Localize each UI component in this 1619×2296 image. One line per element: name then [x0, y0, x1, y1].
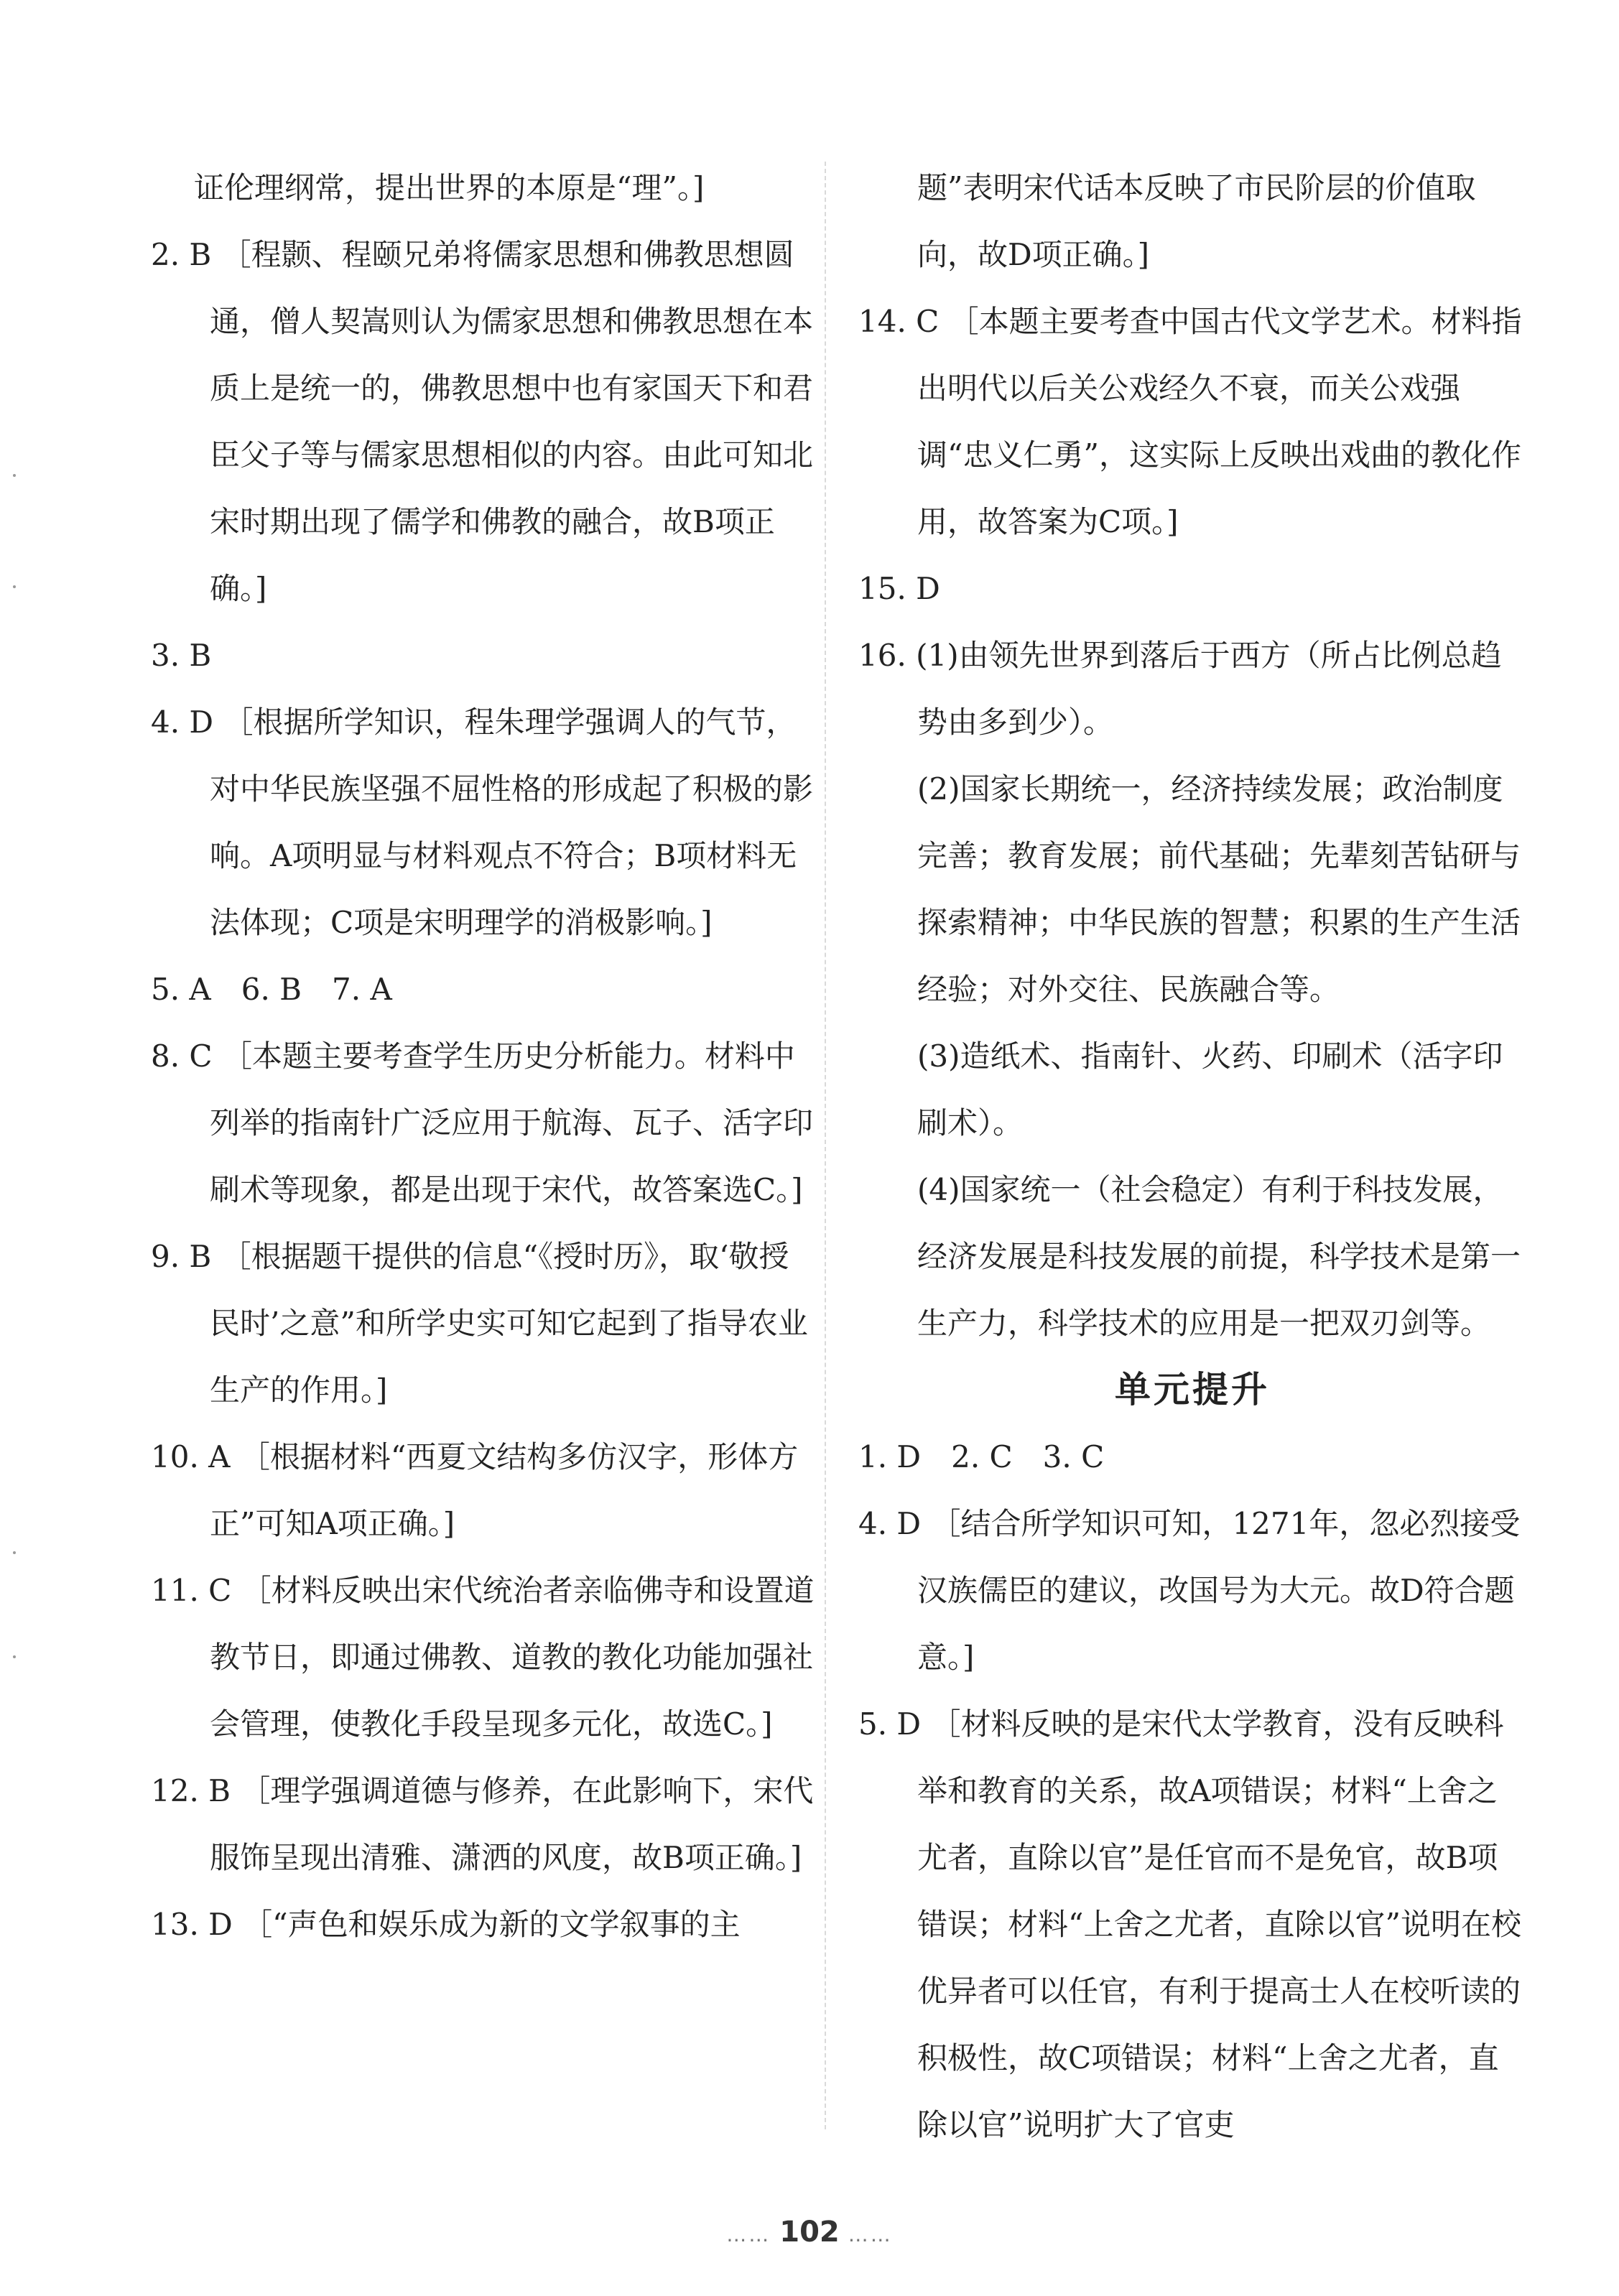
- answer-items-5-7: 5. A 6. B 7. A: [151, 972, 392, 1007]
- answer-item-14: 14. C ［本题主要考查中国古代文学艺术。材料指出明代以后关公戏经久不衰，而关公戏强调“忠义仁勇”，这实际上反映出戏曲的教化作用，故答案为C项。]: [858, 304, 1522, 539]
- answer-item-16-part-2: (2)国家长期统一，经济持续发展；政治制度完善；教育发展；前代基础；先辈刻苦钻研与探索精神；中华民族的智慧；积累的生产生活经验；对外交往、民族融合等。: [917, 771, 1521, 1007]
- right-column: [858, 154, 1526, 2158]
- answer-item-11: 11. C ［材料反映出宋代统治者亲临佛寺和设置道教节日，即通过佛教、道教的教化功能加强社会管理，使教化手段呈现多元化，故选C。]: [151, 1573, 815, 1742]
- answer-item-16-part-3: (3)造纸术、指南针、火药、印刷术（活字印刷术）。: [917, 1038, 1503, 1140]
- unit-answer-item-4: 4. D ［结合所学知识可知，1271年，忽必烈接受汉族儒臣的建议，改国号为大元。故D符合题意。]: [858, 1506, 1521, 1675]
- answer-continuation: 证伦理纲常，提出世界的本原是“理”。]: [194, 170, 705, 205]
- unit-answer-items-1-3: 1. D 2. C 3. C: [858, 1439, 1105, 1474]
- footer-dots-left: ……: [726, 2223, 771, 2246]
- answer-item-16-part-4: (4)国家统一（社会稳定）有利于科技发展，经济发展是科技发展的前提，科学技术是第一生产力，科学技术的应用是一把双刃剑等。: [917, 1172, 1521, 1341]
- answer-item-15: 15. D: [858, 571, 940, 606]
- answer-item-2: 2. B ［程颢、程颐兄弟将儒家思想和佛教思想圆通，僧人契嵩则认为儒家思想和佛教思想在本质上是统一的，佛教思想中也有家国天下和君臣父子等与儒家思想相似的内容。由此可知北宋时期出现了儒学和佛教的融合，故B项正确。]: [151, 237, 814, 606]
- section-title: 单元提升: [1115, 1369, 1270, 1410]
- unit-answer-item-5: 5. D ［材料反映的是宋代太学教育，没有反映科举和教育的关系，故A项错误；材料“上舍之尤者，直除以官”是任官而不是免官，故B项错误；材料“上舍之尤者，直除以官”说明在校优异者可以任官，有利于提高士人在校听读的积极性，故C项错误；材料“上舍之尤者，直除以官”说明扩大了官吏: [858, 1706, 1521, 2142]
- answer-item-3: 3. B: [151, 638, 212, 673]
- answer-continuation-13: 题”表明宋代话本反映了市民阶层的价值取向，故D项正确。]: [917, 170, 1476, 272]
- margin-mark: [13, 585, 16, 588]
- column-divider: [825, 162, 826, 2129]
- answer-item-12: 12. B ［理学强调道德与修养，在此影响下，宋代服饰呈现出清雅、潇洒的风度，故B项正确。]: [151, 1773, 814, 1875]
- page-number: 102: [779, 2216, 840, 2249]
- answer-item-13: 13. D ［“声色和娱乐成为新的文学叙事的主: [151, 1907, 741, 1942]
- margin-mark: [13, 1551, 16, 1554]
- answer-item-8: 8. C ［本题主要考查学生历史分析能力。材料中列举的指南针广泛应用于航海、瓦子、活字印刷术等现象，都是出现于宋代，故答案选C。]: [151, 1038, 814, 1207]
- left-column: [151, 154, 819, 1958]
- answer-item-10: 10. A ［根据材料“西夏文结构多仿汉字，形体方正”可知A项正确。]: [151, 1439, 799, 1541]
- answer-item-16-part-1: 16. (1)由领先世界到落后于西方（所占比例总趋势由多到少）。: [858, 638, 1502, 740]
- footer-dots-right: ……: [848, 2223, 893, 2246]
- margin-mark: [13, 1655, 16, 1658]
- answer-item-9: 9. B ［根据题干提供的信息“《授时历》，取‘敬授民时’之意”和所学史实可知它起到了指导农业生产的作用。]: [151, 1239, 808, 1408]
- margin-mark: [13, 474, 16, 477]
- page-footer: [0, 2216, 1619, 2249]
- answer-item-4: 4. D ［根据所学知识，程朱理学强调人的气节，对中华民族坚强不屈性格的形成起了积极的影响。A项明显与材料观点不符合；B项材料无法体现；C项是宋明理学的消极影响。]: [151, 705, 814, 940]
